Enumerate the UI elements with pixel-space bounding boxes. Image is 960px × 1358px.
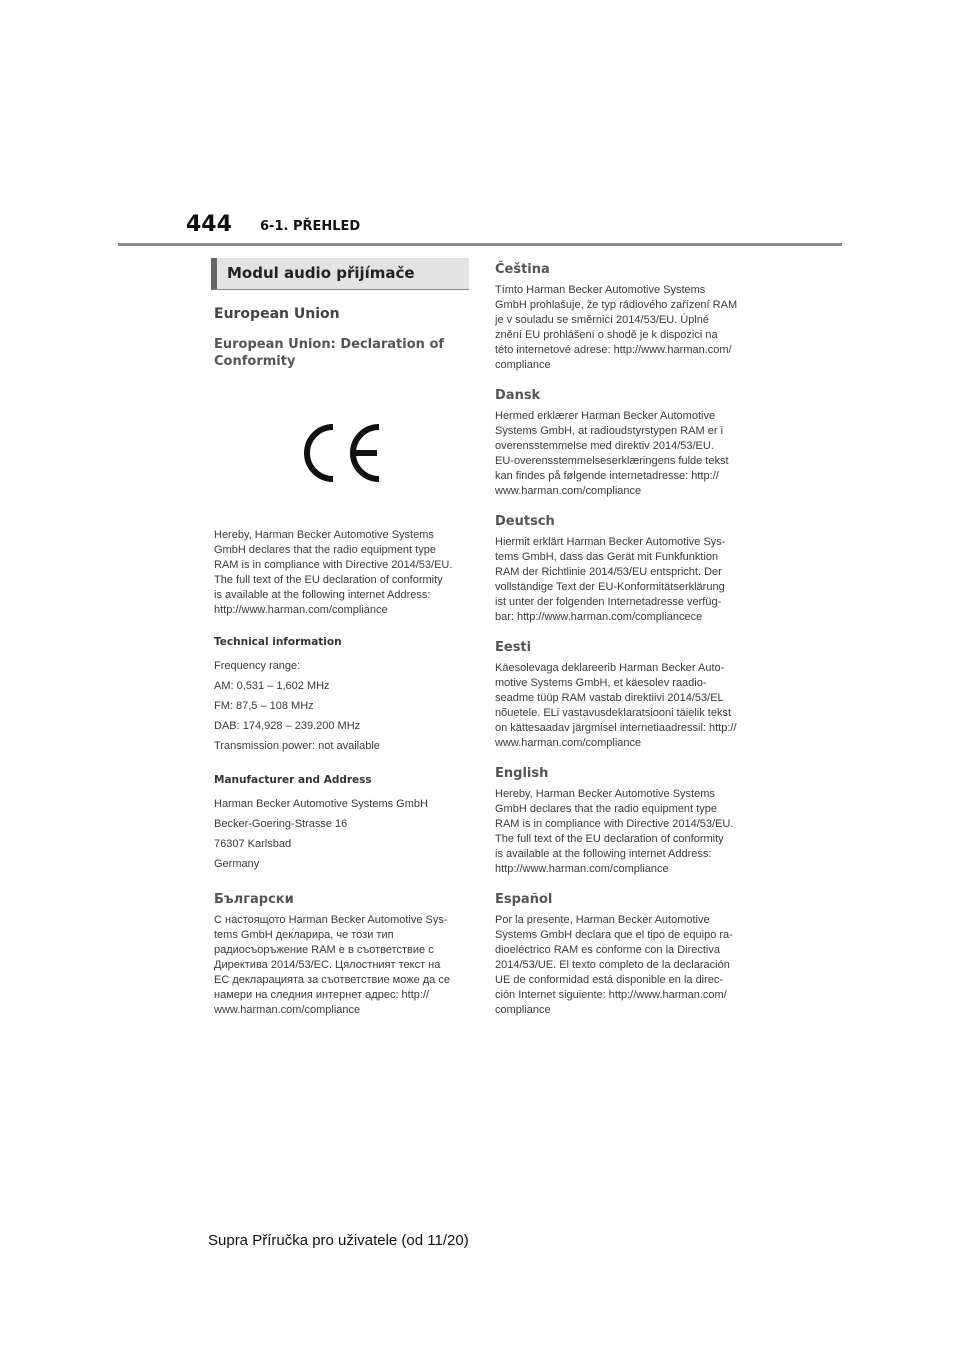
chapter-title: 6-1. PŘEHLED xyxy=(260,219,361,234)
language-text: Hiermit erklärt Harman Becker Automotive Sys- tems GmbH, dass das Gerät mit Funkfunktion RAM der Richtlinie 2014/53/EU entspricht. Der vollständige Text der EU-Konformitätserklärung ist unter der folgenden Internetadresse verfüg- bar: http://www.harman.com/compliancece xyxy=(495,536,726,623)
language-title: Čeština xyxy=(495,262,550,277)
technical-line: Frequency range: xyxy=(214,660,301,672)
language-title: Eesti xyxy=(495,640,532,655)
section-title-box xyxy=(211,258,469,290)
language-title: Deutsch xyxy=(495,514,555,529)
ce-mark-icon xyxy=(295,421,385,485)
footer-text: Supra Příručka pro uživatele (od 11/20) xyxy=(208,1232,469,1249)
language-text: Hermed erklærer Harman Becker Automotive Systems GmbH, at radioudstyrstypen RAM er i overensstemmelse med direktiv 2014/53/EU. EU-overensstemmelseserklæringens fulde tekst kan findes på følgende internetadresse: http:// www.harman.com/compliance xyxy=(495,410,729,497)
technical-line: AM: 0,531 – 1,602 MHz xyxy=(214,680,330,692)
page-number: 444 xyxy=(186,212,232,237)
language-block-estonian xyxy=(494,640,752,751)
header-divider xyxy=(118,243,842,246)
language-block-spanish xyxy=(494,892,752,1018)
language-block-german xyxy=(494,514,752,625)
technical-line: Transmission power: not available xyxy=(214,740,380,752)
language-title: English xyxy=(495,766,549,781)
language-text: Käesolevaga deklareerib Harman Becker Auto- motive Systems GmbH, et käesolev raadio- seadme tüüp RAM vastab direktiivi 2014/53/EL nõuetele. ELi vastavusdeklaratsiooni täielik tekst on kättesaadav järgmisel internetiaadressil: http:// www.harman.com/compliance xyxy=(495,662,737,749)
right-column xyxy=(494,262,752,1033)
technical-line: FM: 87,5 – 108 MHz xyxy=(214,700,314,712)
manufacturer-line: Germany xyxy=(214,858,260,870)
language-title: Español xyxy=(495,892,553,907)
manufacturer-line: Becker-Goering-Strasse 16 xyxy=(214,818,348,830)
language-title: Dansk xyxy=(495,388,541,403)
manufacturer-line: Harman Becker Automotive Systems GmbH xyxy=(214,798,428,810)
language-text: Por la presente, Harman Becker Automotive Systems GmbH declara que el tipo de equipo ra- dioeléctrico RAM es conforme con la Directiva 2014/53/UE. El texto completo de la declaración UE de conformidad está disponible en la direc- ción Internet siguiente: http://www.harman.com/ compliance xyxy=(495,914,733,1016)
manufacturer-list xyxy=(211,794,469,874)
language-block-danish xyxy=(494,388,752,499)
ce-mark xyxy=(211,388,469,518)
language-text: Tímto Harman Becker Automotive Systems GmbH prohlašuje, že typ rádiového zařízení RAM je v souladu se směrnicí 2014/53/EU. Úplné znění EU prohlášení o shodě je k dispozici na této internetové adrese: http://www.harman.com/ compliance xyxy=(495,284,738,371)
language-block-czech xyxy=(494,262,752,373)
manufacturer-title: Manufacturer and Address xyxy=(214,774,372,786)
declaration-text: Hereby, Harman Becker Automotive Systems GmbH declares that the radio equipment type RAM is in compliance with Directive 2014/53/EU. The full text of the EU declaration of conformity is available at the following internet Address: http://www.harman.com/compliance xyxy=(214,529,453,616)
left-column xyxy=(211,258,469,1018)
technical-info-list xyxy=(211,656,469,756)
manufacturer-line: 76307 Karlsbad xyxy=(214,838,292,850)
language-text: С настоящото Harman Becker Automotive Sys- tems GmbH декларира, че този тип радиосъоръжение RAM е в съответствие с Директива 2014/53/ЕС. Цялостният текст на ЕС декларацията за съответствие може да се намери на следния интернет адрес: http:// www.harman.com/compliance xyxy=(214,914,450,1016)
language-title: Български xyxy=(214,892,294,907)
language-block-bulgarian xyxy=(211,892,469,1018)
heading-european-union: European Union xyxy=(214,306,340,322)
technical-line: DAB: 174,928 – 239.200 MHz xyxy=(214,720,361,732)
section-title: Modul audio přijímače xyxy=(227,264,415,282)
subheading-declaration: European Union: Declaration of Conformity xyxy=(214,337,445,369)
technical-info-title: Technical information xyxy=(214,636,342,648)
language-block-english xyxy=(494,766,752,877)
language-text: Hereby, Harman Becker Automotive Systems GmbH declares that the radio equipment type RAM is in compliance with Directive 2014/53/EU. The full text of the EU declaration of conformity is available at the following internet Address: http://www.harman.com/compliance xyxy=(495,788,734,875)
